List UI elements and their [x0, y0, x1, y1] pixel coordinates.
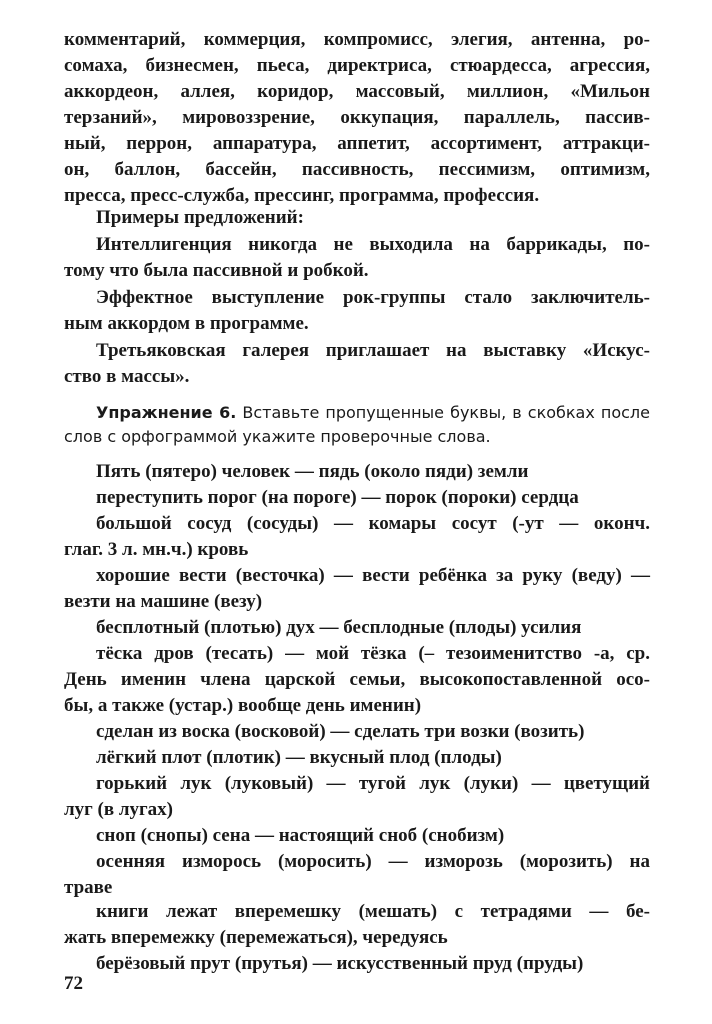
word-pair-line: осенняя изморось (моросить) — изморозь (морозить) на — [96, 851, 650, 872]
word-pair-line: сноп (снопы) сена — настоящий сноб (снобизм) — [96, 825, 505, 846]
word-pair-line: тёска дров (тесать) — мой тёзка (– тезоименитство -а, ср. — [96, 643, 650, 664]
word-list-line: он, баллон, бассейн, пассивность, пессимизм, оптимизм, — [64, 159, 650, 180]
example-sentence-line: Третьяковская галерея приглашает на выставку «Искус- — [96, 340, 650, 361]
word-pair-line: переступить порог (на пороге) — порок (пороки) сердца — [96, 487, 579, 508]
word-pair-line: книги лежат вперемешку (мешать) с тетрадями — бе- — [96, 901, 650, 922]
example-sentence-line: ство в массы». — [64, 366, 190, 387]
word-pair-line: горький лук (луковый) — тугой лук (луки) — цветущий — [96, 773, 650, 794]
word-pair-line: бы, а также (устар.) вообще день именин) — [64, 695, 422, 716]
example-sentence-line: ным аккордом в программе. — [64, 313, 309, 334]
word-pair-line: лёгкий плот (плотик) — вкусный плод (плоды) — [96, 747, 502, 768]
word-pair-line: Пять (пятеро) человек — пядь (около пяди) земли — [96, 461, 529, 482]
example-sentence-line: Интеллигенция никогда не выходила на баррикады, по- — [96, 234, 650, 255]
word-pair-line: глаг. 3 л. мн.ч.) кровь — [64, 539, 249, 560]
example-sentence-line: Эффектное выступление рок-группы стало заключитель- — [96, 287, 650, 308]
word-pair-line: большой сосуд (сосуды) — комары сосут (-ут — оконч. — [96, 513, 650, 534]
word-list-line: аккордеон, аллея, коридор, массовый, миллион, «Мильон — [64, 81, 650, 102]
exercise-label: Упражнение 6. — [96, 403, 237, 422]
exercise-title — [96, 401, 650, 425]
examples-heading: Примеры предложений: — [96, 207, 304, 228]
word-list-line: комментарий, коммерция, компромисс, элегия, антенна, ро- — [64, 29, 650, 50]
word-pair-line: сделан из воска (восковой) — сделать три возки (возить) — [96, 721, 585, 742]
word-list-line: сомаха, бизнесмен, пьеса, директриса, стюардесса, агрессия, — [64, 55, 650, 76]
example-sentence-line: тому что была пассивной и робкой. — [64, 260, 369, 281]
page-number: 72 — [64, 973, 83, 994]
word-pair-line: луг (в лугах) — [64, 799, 173, 820]
word-pair-line: берёзовый прут (прутья) — искусственный пруд (пруды) — [96, 953, 584, 974]
word-list-line: терзаний», мировоззрение, оккупация, параллель, пассив- — [64, 107, 650, 128]
word-pair-line: везти на машине (везу) — [64, 591, 263, 612]
exercise-instruction: Вставьте пропущенные буквы, в скобках после — [236, 403, 650, 422]
word-pair-line: хорошие вести (весточка) — вести ребёнка за руку (веду) — — [96, 565, 650, 586]
word-pair-line: День именин члена царской семьи, высокопоставленной осо- — [64, 669, 650, 690]
word-list-line: пресса, пресс-служба, прессинг, программа, профессия. — [64, 185, 540, 206]
word-pair-line: траве — [64, 877, 113, 898]
word-list-line: ный, перрон, аппаратура, аппетит, ассортимент, аттракци- — [64, 133, 650, 154]
word-pair-line: жать вперемежку (перемежаться), чередуясь — [64, 927, 448, 948]
exercise-instruction-continued: слов с орфограммой укажите проверочные слова. — [64, 427, 491, 446]
word-pair-line: бесплотный (плотью) дух — бесплодные (плоды) усилия — [96, 617, 582, 638]
